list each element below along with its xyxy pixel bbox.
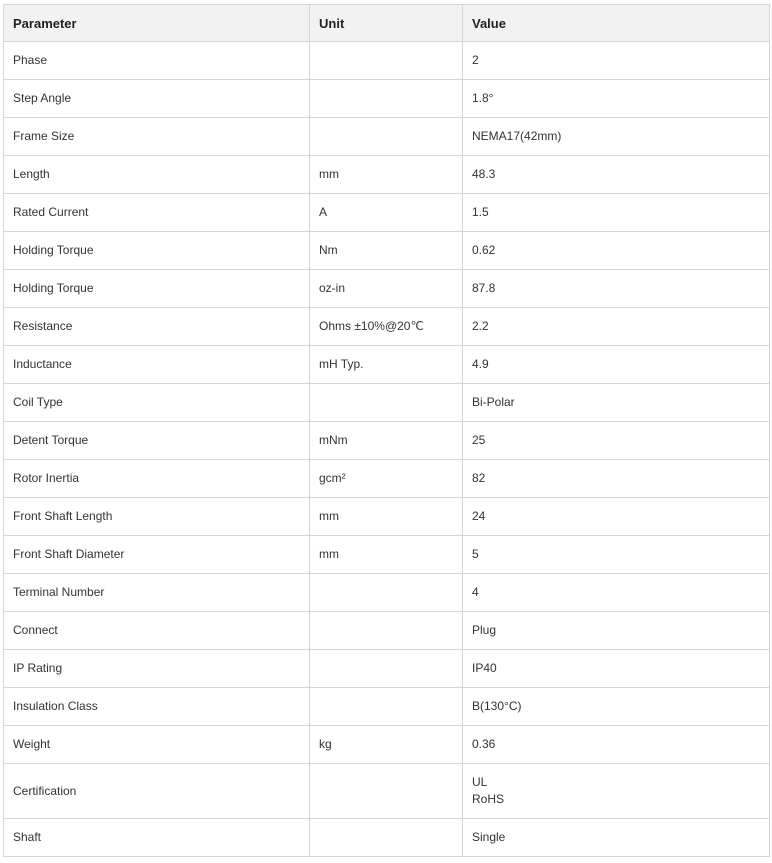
value-line: 2 xyxy=(472,53,479,67)
value-cell xyxy=(463,270,770,308)
unit-cell: mm xyxy=(310,536,463,574)
value-cell xyxy=(463,726,770,764)
header-unit: Unit xyxy=(310,5,463,42)
table-row xyxy=(4,384,770,422)
unit-cell xyxy=(310,650,463,688)
value-cell xyxy=(463,232,770,270)
unit-cell: kg xyxy=(310,726,463,764)
value-cell xyxy=(463,612,770,650)
unit-cell: gcm² xyxy=(310,460,463,498)
value-cell xyxy=(463,498,770,536)
value-cell xyxy=(463,384,770,422)
value-line: RoHS xyxy=(472,792,505,806)
table-header xyxy=(4,5,770,42)
parameter-cell: Holding Torque xyxy=(4,270,310,308)
table-row xyxy=(4,498,770,536)
unit-cell: mH Typ. xyxy=(310,346,463,384)
unit-cell xyxy=(310,384,463,422)
table-row xyxy=(4,232,770,270)
value-cell xyxy=(463,346,770,384)
parameter-cell: Front Shaft Diameter xyxy=(4,536,310,574)
value-line: 82 xyxy=(472,471,486,485)
value-line: 1.8° xyxy=(472,91,494,105)
header-row xyxy=(4,5,770,42)
table-row xyxy=(4,650,770,688)
table-row xyxy=(4,536,770,574)
unit-cell: Nm xyxy=(310,232,463,270)
parameter-cell: Holding Torque xyxy=(4,232,310,270)
parameter-cell: Front Shaft Length xyxy=(4,498,310,536)
unit-cell xyxy=(310,764,463,819)
value-line: Plug xyxy=(472,623,497,637)
value-cell xyxy=(463,308,770,346)
parameter-cell: IP Rating xyxy=(4,650,310,688)
value-cell xyxy=(463,574,770,612)
parameter-cell: Terminal Number xyxy=(4,574,310,612)
table-row xyxy=(4,688,770,726)
table-row xyxy=(4,118,770,156)
parameter-cell: Step Angle xyxy=(4,80,310,118)
value-line: 2.2 xyxy=(472,319,489,333)
value-line: 0.62 xyxy=(472,243,496,257)
unit-cell: mm xyxy=(310,498,463,536)
value-line: B(130°C) xyxy=(472,699,522,713)
unit-cell: mNm xyxy=(310,422,463,460)
value-line: 24 xyxy=(472,509,486,523)
table-row xyxy=(4,574,770,612)
value-line: Bi-Polar xyxy=(472,395,515,409)
parameter-cell: Inductance xyxy=(4,346,310,384)
parameter-cell: Phase xyxy=(4,42,310,80)
parameter-cell: Rotor Inertia xyxy=(4,460,310,498)
unit-cell xyxy=(310,574,463,612)
value-line: 4.9 xyxy=(472,357,489,371)
value-line: NEMA17(42mm) xyxy=(472,129,562,143)
parameter-cell: Shaft xyxy=(4,819,310,857)
unit-cell xyxy=(310,819,463,857)
table-row xyxy=(4,726,770,764)
parameter-cell: Weight xyxy=(4,726,310,764)
table-row xyxy=(4,764,770,819)
value-line: 87.8 xyxy=(472,281,496,295)
table-row xyxy=(4,194,770,232)
table-body xyxy=(4,42,770,857)
table-row xyxy=(4,346,770,384)
table-row xyxy=(4,270,770,308)
parameter-cell: Rated Current xyxy=(4,194,310,232)
unit-cell: oz-in xyxy=(310,270,463,308)
value-cell xyxy=(463,536,770,574)
unit-cell: mm xyxy=(310,156,463,194)
value-line: 0.36 xyxy=(472,737,496,751)
value-line: IP40 xyxy=(472,661,497,675)
unit-cell xyxy=(310,118,463,156)
parameter-cell: Connect xyxy=(4,612,310,650)
value-cell xyxy=(463,650,770,688)
value-cell xyxy=(463,460,770,498)
value-line: 1.5 xyxy=(472,205,489,219)
table-row xyxy=(4,80,770,118)
value-cell xyxy=(463,80,770,118)
parameter-cell: Frame Size xyxy=(4,118,310,156)
value-cell xyxy=(463,688,770,726)
value-cell xyxy=(463,194,770,232)
table-row xyxy=(4,156,770,194)
unit-cell: A xyxy=(310,194,463,232)
header-value: Value xyxy=(463,5,770,42)
value-line: Single xyxy=(472,830,506,844)
unit-cell xyxy=(310,688,463,726)
unit-cell xyxy=(310,80,463,118)
value-line: 5 xyxy=(472,547,479,561)
spec-table xyxy=(3,4,770,857)
value-line: 4 xyxy=(472,585,479,599)
value-cell xyxy=(463,819,770,857)
header-parameter: Parameter xyxy=(4,5,310,42)
unit-cell: Ohms ±10%@20℃ xyxy=(310,308,463,346)
value-cell xyxy=(463,118,770,156)
unit-cell xyxy=(310,42,463,80)
value-cell xyxy=(463,422,770,460)
table-row xyxy=(4,612,770,650)
parameter-cell: Detent Torque xyxy=(4,422,310,460)
value-cell xyxy=(463,156,770,194)
parameter-cell: Resistance xyxy=(4,308,310,346)
parameter-cell: Coil Type xyxy=(4,384,310,422)
table-row xyxy=(4,819,770,857)
parameter-cell: Certification xyxy=(4,764,310,819)
value-line: 25 xyxy=(472,433,486,447)
value-cell xyxy=(463,764,770,819)
unit-cell xyxy=(310,612,463,650)
table-row xyxy=(4,460,770,498)
table-row xyxy=(4,42,770,80)
value-cell xyxy=(463,42,770,80)
value-line: UL xyxy=(472,775,488,789)
value-line: 48.3 xyxy=(472,167,496,181)
table-row xyxy=(4,422,770,460)
parameter-cell: Insulation Class xyxy=(4,688,310,726)
table-row xyxy=(4,308,770,346)
parameter-cell: Length xyxy=(4,156,310,194)
